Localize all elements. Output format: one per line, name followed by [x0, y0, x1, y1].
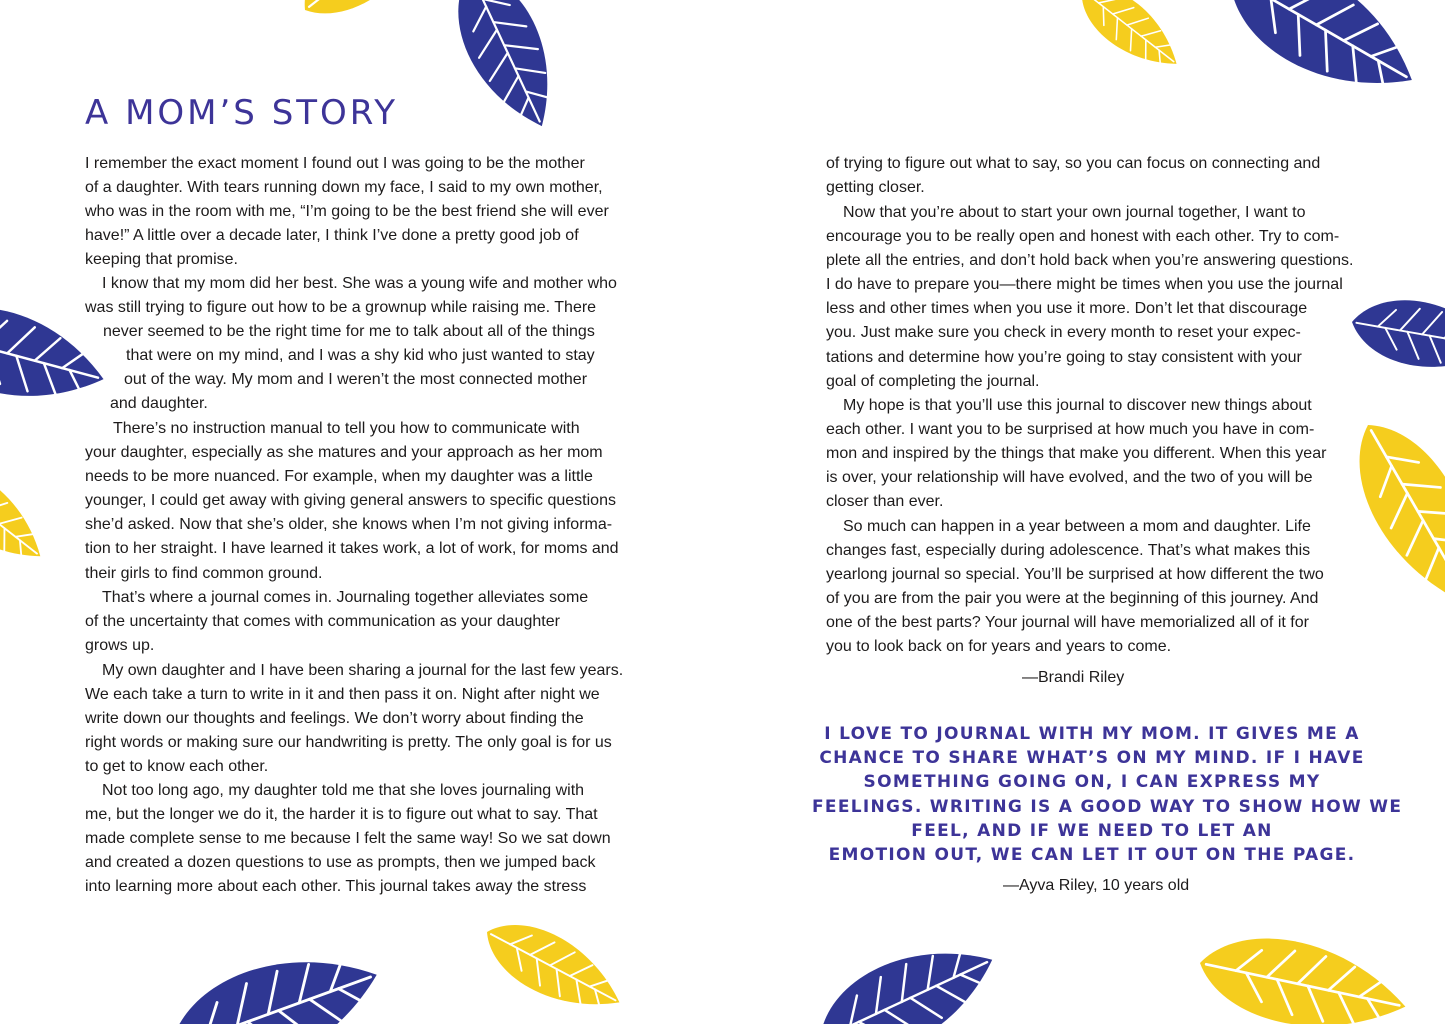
text-line: and created a dozen questions to use as prompts, then we jumped back [85, 854, 596, 872]
text-line: of you are from the pair you were at the beginning of this journey. And [826, 590, 1319, 608]
text-line: was still trying to figure out how to be a grownup while raising me. There [85, 299, 597, 317]
text-line: into learning more about each other. This journal takes away the stress [85, 878, 587, 896]
text-line: and daughter. [110, 395, 208, 413]
leaf-blue [803, 923, 1010, 1024]
leaf-yellow [473, 906, 633, 1024]
text-line: I remember the exact moment I found out I was going to be the mother [85, 155, 585, 172]
text-line: We each take a turn to write in it and then pass it on. Night after night we [85, 686, 600, 704]
leaf-yellow [285, 0, 460, 36]
left-paragraph-6 [85, 779, 611, 899]
text-line: each other. I want you to be surprised at how much you have in com- [826, 421, 1315, 439]
leaf-yellow [1332, 404, 1445, 627]
text-line: That’s where a journal comes in. Journaling together alleviates some [102, 589, 589, 606]
quote-line: EMOTION OUT, WE CAN LET IT OUT ON THE PAGE. [828, 845, 1356, 866]
right-paragraph-3 [826, 394, 1326, 514]
text-line: out of the way. My mom and I weren’t the most connected mother [124, 371, 588, 389]
text-line: their girls to find common ground. [85, 564, 323, 582]
text-line: mon and inspired by the things that make you different. When this year [826, 445, 1327, 463]
text-line: me, but the longer we do it, the harder it is to figure out what to say. That [85, 806, 598, 824]
text-line: encourage you to be really open and honest with each other. Try to com- [826, 228, 1340, 246]
left-paragraph-4 [85, 586, 588, 658]
text-line: There’s no instruction manual to tell you how to communicate with [113, 420, 580, 437]
text-line: yearlong journal so special. You’ll be surprised at how different the two [826, 566, 1324, 584]
author-signature: —Brandi Riley [1022, 669, 1125, 686]
leaf-blue [437, 0, 575, 141]
text-line: of trying to figure out what to say, so you can focus on connecting and [826, 155, 1321, 172]
page-title: A MOM’S STORY [85, 93, 399, 133]
text-line: getting closer. [826, 179, 925, 197]
text-line: one of the best parts? Your journal will have memorialized all of it for [826, 614, 1309, 632]
quote-line: FEELINGS. WRITING IS A GOOD WAY TO SHOW HOW WE [812, 796, 1403, 817]
text-line: never seemed to be the right time for me to talk about all of the things [103, 323, 595, 341]
text-line: is over, your relationship will have evolved, and the two of you will be [826, 469, 1313, 487]
right-paragraph-1 [826, 152, 1320, 200]
leaf-blue [154, 930, 393, 1024]
quote-line: CHANCE TO SHARE WHAT’S ON MY MIND. IF I HAVE [819, 748, 1365, 769]
text-line: Now that you’re about to start your own journal together, I want to [843, 204, 1306, 221]
leaf-yellow [0, 448, 57, 577]
text-line: who was in the room with me, “I’m going to be the best friend she will ever [85, 203, 609, 221]
text-line: My own daughter and I have been sharing a journal for the last few years. [102, 662, 624, 679]
text-line: My hope is that you’ll use this journal to discover new things about [843, 397, 1312, 414]
text-line: changes fast, especially during adolescence. That’s what makes this [826, 542, 1311, 560]
text-line: of the uncertainty that comes with communication as your daughter [85, 613, 560, 631]
leaf-blue [1208, 0, 1435, 119]
right-paragraph-2 [826, 201, 1353, 394]
text-line: keeping that promise. [85, 251, 238, 269]
left-paragraph-2 [85, 272, 617, 417]
text-line: tations and determine how you’re going to stay consistent with your [826, 348, 1302, 366]
leaf-yellow [1191, 923, 1413, 1024]
text-line: I know that my mom did her best. She was a young wife and mother who [102, 275, 617, 292]
text-line: have!” A little over a decade later, I think I’ve done a pretty good job of [85, 227, 579, 245]
leaf-yellow [1068, 0, 1191, 82]
text-line: younger, I could get away with giving general answers to specific questions [85, 492, 616, 510]
text-line: of a daughter. With tears running down my face, I said to my own mother, [85, 179, 603, 197]
text-line: she’d asked. Now that she’s older, she knows when I’m not giving informa- [85, 516, 613, 534]
text-line: made complete sense to me because I felt the same way! So we sat down [85, 830, 611, 848]
text-line: that were on my mind, and I was a shy kid who just wanted to stay [126, 347, 595, 365]
text-line: you. Just make sure you check in every month to reset your expec- [826, 324, 1301, 342]
quote-line: I LOVE TO JOURNAL WITH MY MOM. IT GIVES ME A [824, 724, 1360, 744]
text-line: closer than ever. [826, 493, 944, 511]
text-line: So much can happen in a year between a mom and daughter. Life [843, 518, 1311, 535]
quote-line: SOMETHING GOING ON, I CAN EXPRESS MY [863, 772, 1321, 793]
text-line: your daughter, especially as she matures and your approach as her mom [85, 444, 603, 462]
text-line: goal of completing the journal. [826, 372, 1040, 390]
text-line: tion to her straight. I have learned it takes work, a lot of work, for moms and [85, 540, 619, 558]
text-line: right words or making sure our handwriting is pretty. The only goal is for us [85, 734, 612, 752]
left-paragraph-5 [85, 659, 623, 779]
text-line: plete all the entries, and don’t hold back when you’re answering questions. [826, 252, 1354, 270]
left-paragraph-3 [85, 417, 619, 586]
left-paragraph-1 [85, 152, 609, 272]
leaf-blue [1346, 290, 1445, 379]
text-line: grows up. [85, 637, 155, 655]
quote-attribution: —Ayva Riley, 10 years old [1003, 877, 1190, 894]
text-line: needs to be more nuanced. For example, when my daughter was a little [85, 468, 593, 486]
text-line: Not too long ago, my daughter told me that she loves journaling with [102, 782, 585, 799]
text-line: I do have to prepare you—there might be times when you use the journal [826, 276, 1343, 294]
text-line: you to look back on for years and years to come. [826, 638, 1172, 656]
text-line: to get to know each other. [85, 758, 269, 776]
text-line: write down our thoughts and feelings. We don’t worry about finding the [85, 710, 584, 728]
text-line: less and other times when you use it more. Don’t let that discourage [826, 300, 1308, 318]
quote-line: FEEL, AND IF WE NEED TO LET AN [911, 820, 1273, 841]
pull-quote [812, 722, 1403, 867]
right-paragraph-4 [826, 515, 1324, 660]
